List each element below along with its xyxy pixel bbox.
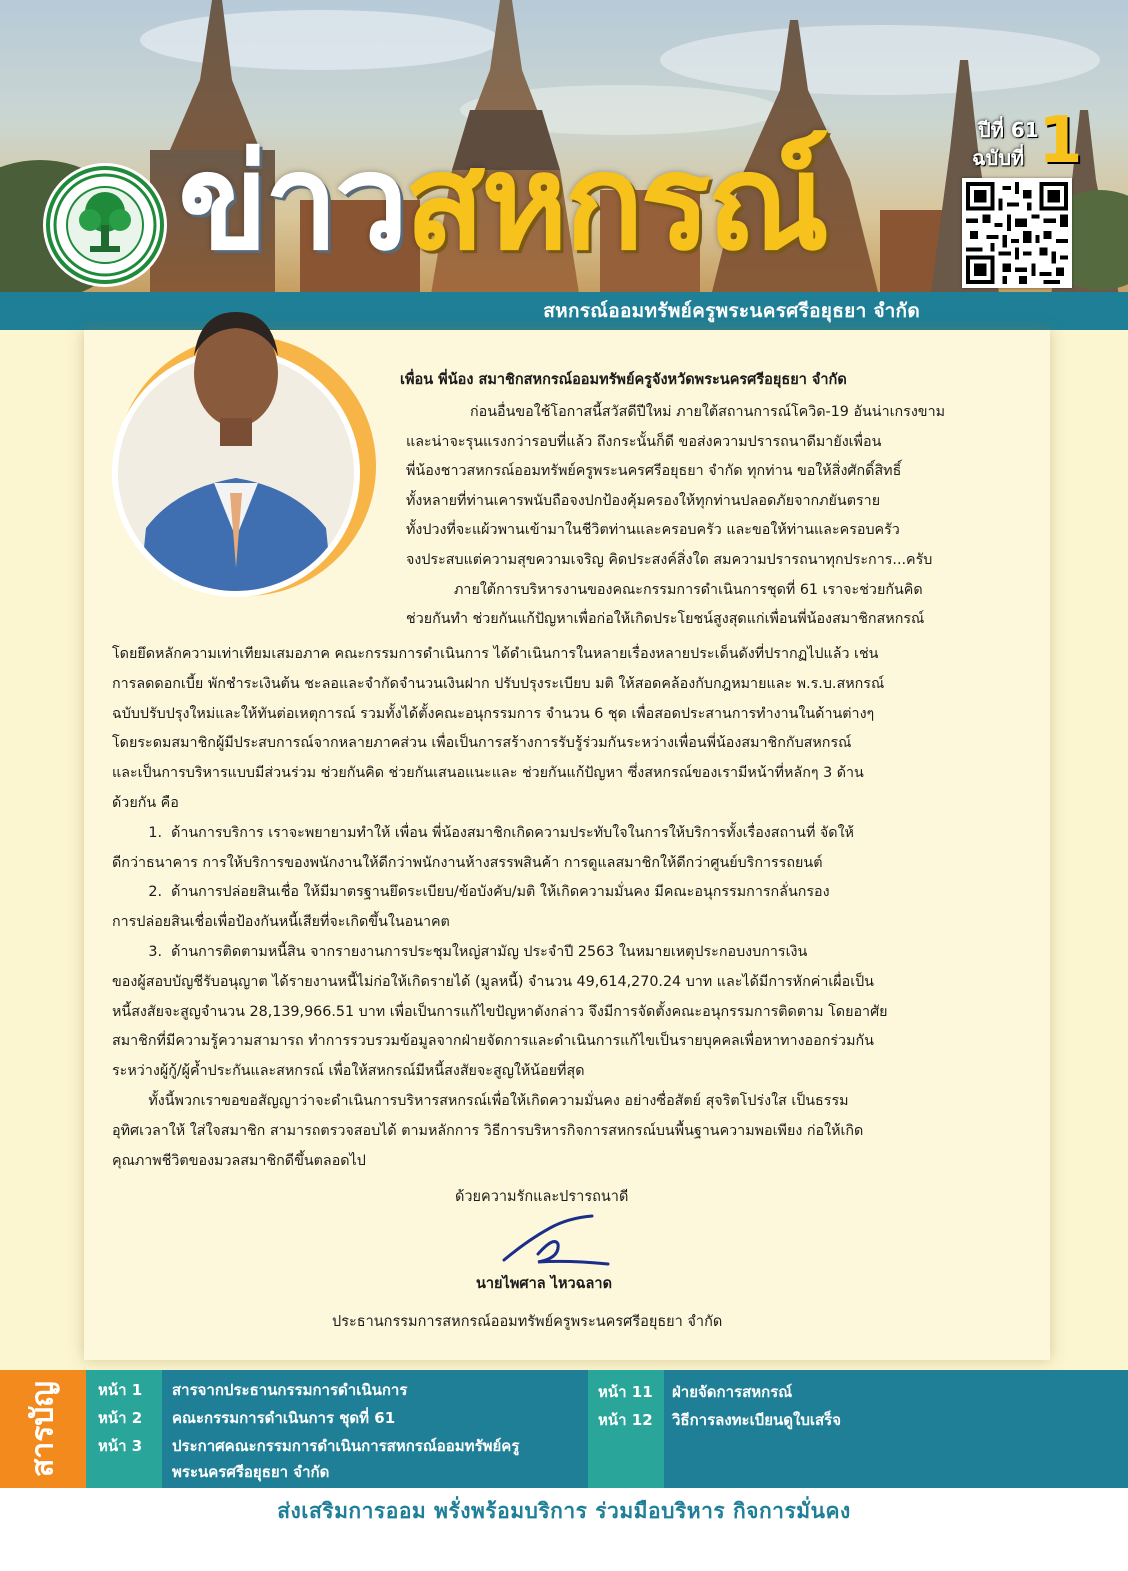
- text-line: ด้วยกัน คือ: [112, 794, 179, 811]
- issue-number: 1: [1038, 104, 1083, 178]
- list-item-debt: 3. ด้านการติดตามหนี้สิน จากรายงานการประชุมใหญ่สามัญ ประจำปี 2563 ในหมายเหตุประกอบงบการเงิน: [112, 943, 808, 960]
- text-line: ดีกว่าธนาคาร การให้บริการของพนักงานให้ดีกว่าพนักงานห้างสรรพสินค้า การดูแลสมาชิกให้ดีกว่าศูนย์บริการรถยนต์: [112, 854, 823, 871]
- text-line: คุณภาพชีวิตของมวลสมาชิกดีขึ้นตลอดไป: [112, 1152, 366, 1169]
- text-line: พี่น้องชาวสหกรณ์ออมทรัพย์ครูพระนครศรีอยุธยา จำกัด ทุกท่าน ขอให้สิ่งศักดิ์สิทธิ์: [406, 463, 902, 480]
- toc-page-number[interactable]: หน้า 12: [598, 1411, 653, 1429]
- text-line: โดยระดมสมาชิกผู้มีประสบการณ์จากหลายภาคส่วน เพื่อเป็นการสร้างการรับรู้ร่วมกันระหว่างเพื่อนพี่น้องสมาชิกกับสหกรณ์: [112, 735, 852, 752]
- issue-number-label: ฉบับที่: [972, 146, 1025, 170]
- text-line: ก่อนอื่นขอใช้โอกาสนี้สวัสดีปีใหม่ ภายใต้สถานการณ์โควิด-19 อันน่าเกรงขาม: [470, 404, 946, 420]
- masthead-word-cooperative: สหกรณ์: [404, 126, 826, 280]
- text-line: การลดดอกเบี้ย พักชำระเงินต้น ชะลอและจำกัดจำนวนเงินฝาก ปรับปรุงระเบียบ มติ ให้สอดคล้องกับกฎหมายและ พ.ร.บ.สหกรณ์: [112, 675, 885, 692]
- text-line: หนี้สงสัยจะสูญจำนวน 28,139,966.51 บาท เพื่อเป็นการแก้ไขปัญหาดังกล่าว จึงมีการจัดตั้งคณะอนุกรรมการติดตาม โดยอาศัย: [112, 1003, 888, 1020]
- text-line: ทั้งนี้พวกเราขอขอสัญญาว่าจะดำเนินการบริหารสหกรณ์เพื่อให้เกิดความมั่นคง อย่างซื่อสัตย์ สุจริตโปร่งใส เป็นธรรม: [112, 1092, 849, 1109]
- masthead-title: [178, 118, 825, 288]
- text-line: สมาชิกที่มีความรู้ความสามารถ ทำการรวบรวมข้อมูลจากฝ่ายจัดการและดำเนินการแก้ไขเป็นรายบุคคลเพื่อหาทางออกร่วมกัน: [112, 1033, 874, 1050]
- cooperative-tree-seal-icon: [50, 170, 160, 280]
- toc-item-title[interactable]: ฝ่ายจัดการสหกรณ์: [672, 1383, 793, 1401]
- toc-item-title[interactable]: สารจากประธานกรรมการดำเนินการ: [172, 1381, 408, 1399]
- handwritten-signature: [498, 1210, 618, 1274]
- text-line: โดยยึดหลักความเท่าเทียมเสมอภาค คณะกรรมการดำเนินการ ได้ดำเนินการในหลายเรื่องหลายประเด็นดังที่ปรากฏไปแล้ว เช่น: [112, 646, 879, 662]
- toc-page-number[interactable]: หน้า 2: [98, 1409, 143, 1427]
- letter-body: [112, 640, 1000, 1176]
- list-item-service: 1. ด้านการบริการ เราจะพยายามทำให้ เพื่อน พี่น้องสมาชิกเกิดความประทับใจในการให้บริการทั้งเรื่องสถานที่ จัดให้: [112, 824, 854, 841]
- issue-label: [972, 104, 1083, 178]
- text-line: และเป็นการบริหารแบบมีส่วนร่วม ช่วยกันคิด ช่วยกันเสนอแนะและ ช่วยกันแก้ปัญหา ซึ่งสหกรณ์ของเรามีหน้าที่หลักๆ 3 ด้าน: [112, 765, 864, 782]
- text-line: และน่าจะรุนแรงกว่ารอบที่แล้ว ถึงกระนั้นก็ดี ขอส่งความปรารถนาดีมายังเพื่อน: [406, 433, 882, 450]
- signer-name: นายไพศาล ไหวฉลาด: [476, 1276, 612, 1292]
- text-line: ทั้งหลายที่ท่านเคารพนับถือจงปกป้องคุ้มครองให้ทุกท่านปลอดภัยจากภยันตราย: [406, 492, 881, 509]
- text-line: จงประสบแต่ความสุขความเจริญ คิดประสงค์สิ่งใด สมความปรารถนาทุกประการ...ครับ: [406, 551, 933, 568]
- text-line: ทั้งปวงที่จะแผ้วพานเข้ามาในชีวิตท่านและครอบครัว และขอให้ท่านและครอบครัว: [406, 522, 900, 539]
- list-item-credit: 2. ด้านการปล่อยสินเชื่อ ให้มีมาตรฐานยึดระเบียบ/ข้อบังคับ/มติ ให้เกิดความมั่นคง มีคณะอนุกรรมการกลั่นกรอง: [112, 884, 830, 901]
- portrait-image: [96, 278, 376, 628]
- text-line: ระหว่างผู้กู้/ผู้ค้ำประกันและสหกรณ์ เพื่อให้สหกรณ์มีหนี้สงสัยจะสูญให้น้อยที่สุด: [112, 1063, 585, 1080]
- toc-item-title[interactable]: คณะกรรมการดำเนินการ ชุดที่ 61: [172, 1409, 396, 1427]
- toc-page-number[interactable]: หน้า 1: [98, 1381, 143, 1399]
- text-line: การปล่อยสินเชื่อเพื่อป้องกันหนี้เสียที่จะเกิดขึ้นในอนาคต: [112, 914, 450, 931]
- signer-title: ประธานกรรมการสหกรณ์ออมทรัพย์ครูพระนครศรีอยุธยา จำกัด: [332, 1314, 723, 1330]
- qr-code[interactable]: [962, 178, 1072, 288]
- volume-label: ปีที่ 61: [978, 118, 1039, 142]
- letter-greeting: เพื่อน พี่น้อง สมาชิกสหกรณ์ออมทรัพย์ครูจังหวัดพระนครศรีอยุธยา จำกัด: [400, 372, 847, 388]
- chairman-portrait: [96, 278, 376, 628]
- text-line: อุทิศเวลาให้ ใส่ใจสมาชิก สามารถตรวจสอบได้ ตามหลักการ วิธีการบริหารกิจการสหกรณ์บนพื้นฐานความพอเพียง ก่อให้เกิด: [112, 1122, 864, 1139]
- toc-page-number[interactable]: หน้า 11: [598, 1383, 653, 1401]
- header-banner: [0, 0, 1128, 300]
- contents-tab-label: สารบัญ: [25, 1381, 61, 1477]
- letter-closing: ด้วยความรักและปรารถนาดี: [455, 1189, 629, 1205]
- contents-tab: [0, 1370, 86, 1488]
- text-line: ฉบับปรับปรุงใหม่และให้ทันต่อเหตุการณ์ รวมทั้งได้ตั้งคณะอนุกรรมการ จำนวน 6 ชุด เพื่อสอดประสานการทำงานในด้านต่างๆ: [112, 705, 875, 722]
- table-of-contents: [0, 1370, 1128, 1488]
- masthead-word-news: ข่าว: [178, 126, 405, 280]
- toc-item-title[interactable]: ประกาศคณะกรรมการดำเนินการสหกรณ์ออมทรัพย์ครู: [172, 1437, 520, 1455]
- toc-item-title[interactable]: วิธีการลงทะเบียนดูใบเสร็จ: [672, 1411, 842, 1429]
- text-line: ช่วยกันทำ ช่วยกันแก้ปัญหาเพื่อก่อให้เกิดประโยชน์สูงสุดแก่เพื่อนพี่น้องสมาชิกสหกรณ์: [406, 611, 925, 628]
- qr-code-icon: [966, 182, 1068, 284]
- text-line: ของผู้สอบบัญชีรับอนุญาต ได้รายงานหนี้ไม่ก่อให้เกิดรายได้ (มูลหนี้) จำนวน 49,614,270.24 บาท และได้มีการหักค่าเผื่อเป็น: [112, 973, 874, 990]
- cooperative-logo: [46, 166, 164, 284]
- text-line: ภายใต้การบริหารงานของคณะกรรมการดำเนินการชุดที่ 61 เราจะช่วยกันคิด: [454, 581, 923, 598]
- letter-intro-paragraph: [406, 398, 998, 635]
- toc-item-title-continued[interactable]: พระนครศรีอยุธยา จำกัด: [172, 1463, 330, 1481]
- organization-name: สหกรณ์ออมทรัพย์ครูพระนครศรีอยุธยา จำกัด: [543, 300, 920, 322]
- slogan: ส่งเสริมการออม พรั่งพร้อมบริการ ร่วมมือบริหาร กิจการมั่นคง: [277, 1499, 851, 1523]
- toc-page-number[interactable]: หน้า 3: [98, 1437, 143, 1455]
